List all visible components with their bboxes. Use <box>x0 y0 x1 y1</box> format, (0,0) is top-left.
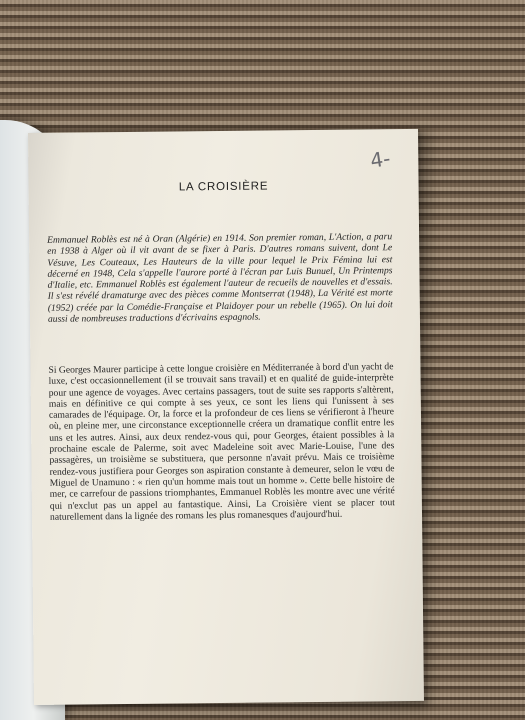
book-summary <box>48 361 395 523</box>
author-bio <box>47 231 393 325</box>
pencil-annotation: 4- <box>368 145 392 173</box>
author-bio-text: Emmanuel Roblès est né à Oran (Algérie) en 1914. Son premier roman, L'Action, a paru en 1938 à Alger où il vit avant de se fixer à Paris. D'autres romans suivent, dont Le Vésuve, Les Couteaux, Les Hauteurs de la ville pour lequel le Prix Fémina lui est décerné en 1948, Cela s'appelle l'aurore porté à l'écran par Luis Bunuel, Un Printemps d'Italie, etc. Emmanuel Roblès est également l'auteur de recueils de nouvelles et d'essais. Il s'est révélé dramaturge avec des pièces comme Montserrat (1948), La Vérité est morte (1952) créée par la Comédie-Française et Plaidoyer pour un rebelle (1965). On lui doit aussi de nombreuses traductions d'écrivains espagnols. <box>47 231 393 325</box>
book-page <box>28 129 424 705</box>
book-summary-text: Si Georges Maurer participe à cette longue croisière en Méditerranée à bord d'un yacht de luxe, c'est occasionnellement (il se trouvait sans travail) et en qualité de guide-interprète pour une agence de voyages. Avec certains passagers, tout de suite ses rapports s'altèrent, mais en définitive ce qui compte à ses yeux, ce sont les liens qui l'unissent à ses camarades de l'équipage. Or, la force et la profondeur de ces liens se vérifieront à l'heure où, en pleine mer, une circonstance exceptionnelle créera un dramatique conflit entre les uns et les autres. Ainsi, aux deux rendez-vous qui, pour Georges, étaient possibles à la prochaine escale de Palerme, soit avec Madeleine soit avec Marie-Louise, l'une des passagères, un troisième se substituera, que personne n'avait prévu. Mais ce troisième rendez-vous justifiera pour Georges son aspiration constante à demeurer, selon le vœu de Miguel de Unamuno : « rien qu'un homme mais tout un homme ». Cette belle histoire de mer, ce carrefour de passions triomphantes, Emmanuel Roblès les montre avec une vérité qui n'exclut pas un appel au fantastique. Ainsi, La Croisière vient se placer tout naturellement dans la lignée des romans les plus romanesques d'aujourd'hui. <box>48 361 395 523</box>
book-title: LA CROISIÈRE <box>178 180 269 194</box>
